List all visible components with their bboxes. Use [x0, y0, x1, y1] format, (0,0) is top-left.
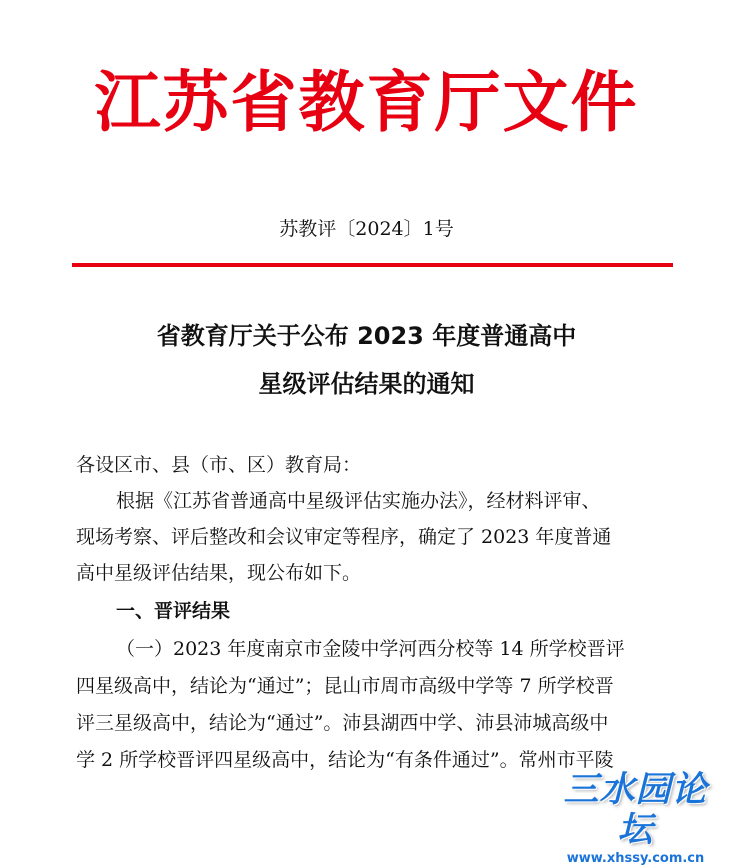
notice-title-line-2: 星级评估结果的通知 [258, 370, 475, 398]
paragraph-line: （一）2023 年度南京市金陵中学河西分校等 14 所学校晋评 [116, 638, 625, 660]
salutation: 各设区市、县（市、区）教育局： [76, 454, 362, 476]
red-divider-line [72, 263, 673, 267]
paragraph-line: 高中星级评估结果，现公布如下。 [76, 562, 362, 584]
document-number: 苏教评〔2024〕1号 [279, 218, 454, 240]
notice-title-line-1: 省教育厅关于公布 2023 年度普通高中 [156, 322, 577, 350]
paragraph-line: 根据《江苏省普通高中星级评估实施办法》，经材料评审、 [116, 490, 601, 512]
paragraph-line: 学 2 所学校晋评四星级高中，结论为“有条件通过”。常州市平陵 [76, 749, 614, 771]
watermark-url: www.xhssy.com.cn [566, 851, 705, 866]
document-masthead: 江苏省教育厅文件 [94, 64, 639, 141]
watermark-logo-text: 三水园论坛 [563, 770, 708, 850]
paragraph-line: 评三星级高中，结论为“通过”。沛县湖西中学、沛县沛城高级中 [76, 712, 609, 734]
section-heading: 一、晋评结果 [116, 600, 231, 622]
paragraph-line: 现场考察、评后整改和会议审定等程序，确定了 2023 年度普通 [76, 526, 612, 548]
paragraph-line: 四星级高中，结论为“通过”；昆山市周市高级中学等 7 所学校晋 [76, 675, 614, 697]
forum-watermark [548, 770, 723, 866]
